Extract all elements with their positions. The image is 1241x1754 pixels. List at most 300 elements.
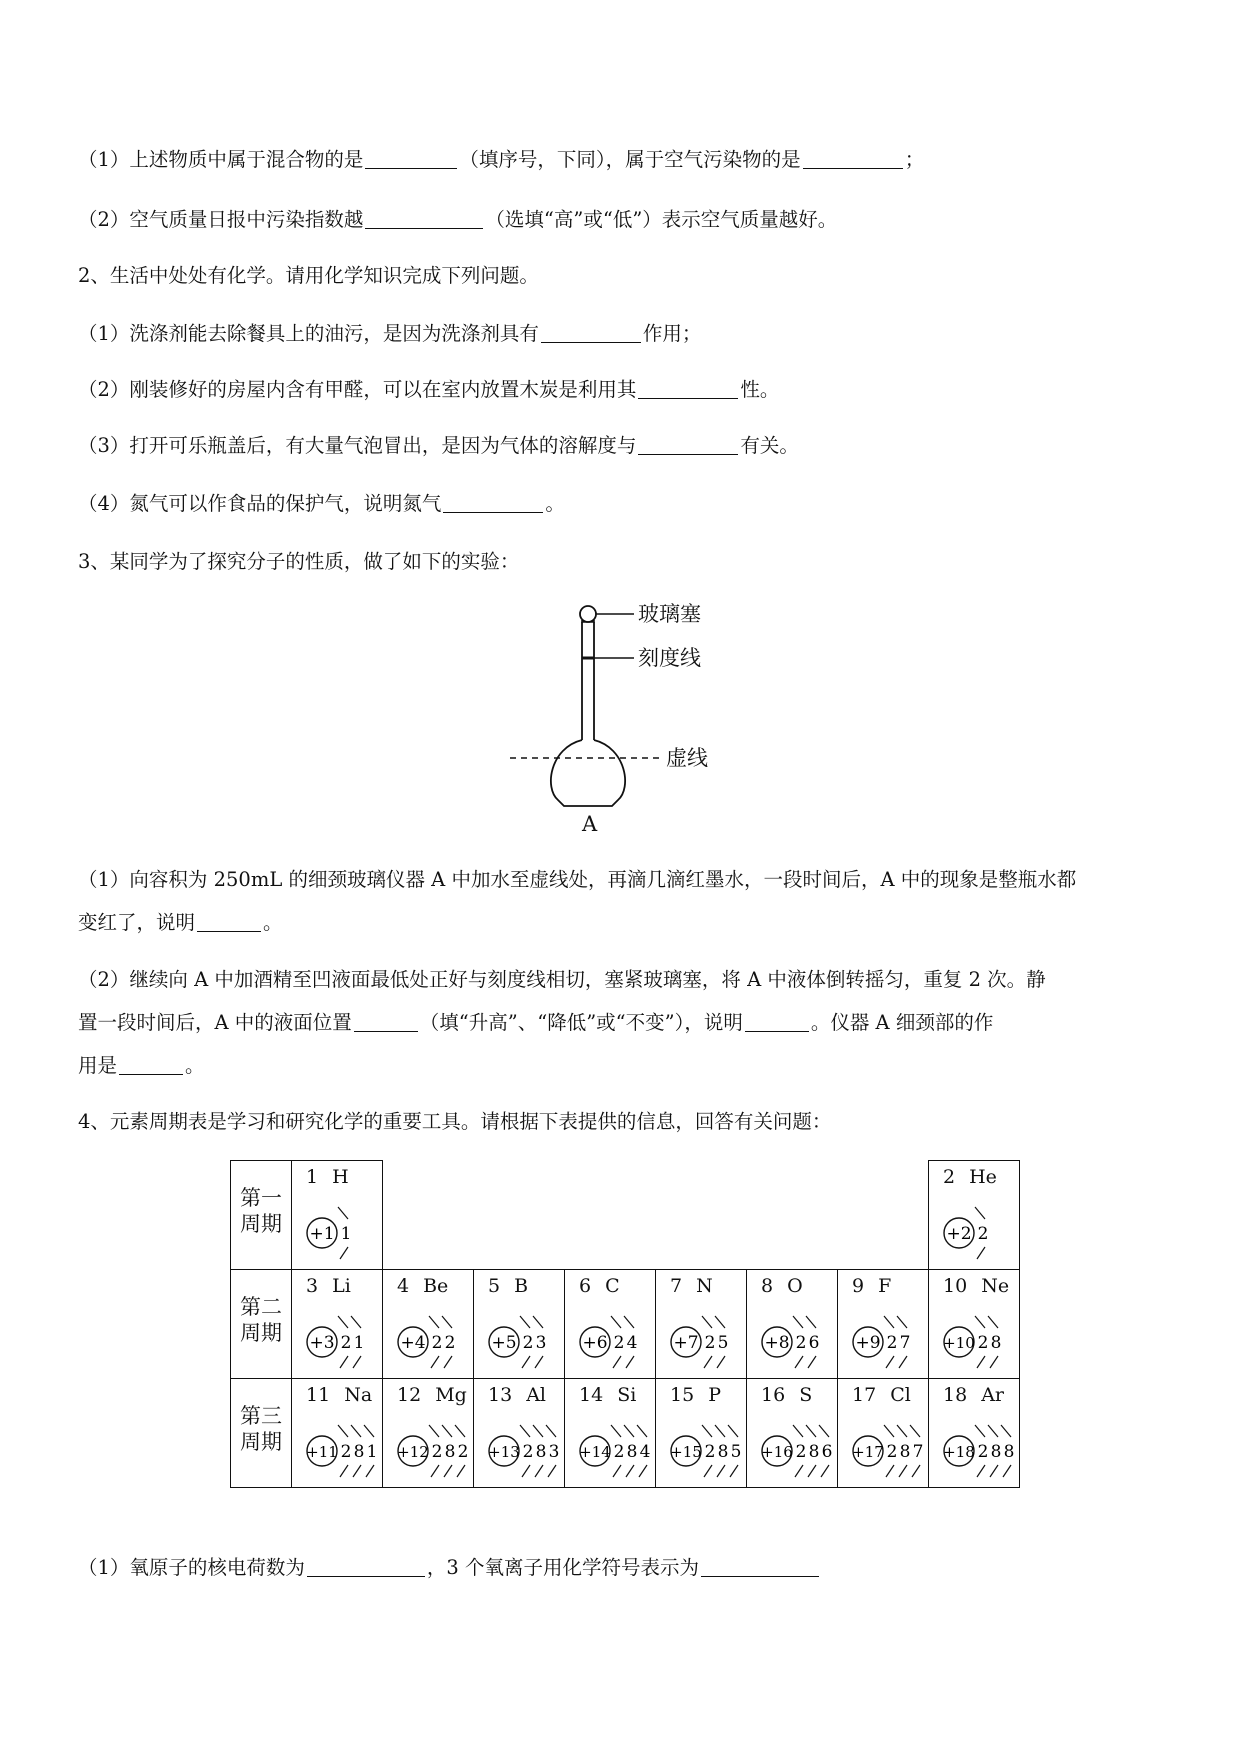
nucleus-charge: +16 (761, 1443, 793, 1461)
q1-sub1-line (78, 148, 924, 172)
electron-shell-arc (351, 1425, 361, 1437)
flask-caption: A (582, 812, 598, 836)
q2-sub3-blank[interactable] (638, 436, 738, 455)
electron-shell-arc (353, 1356, 361, 1368)
electron-shell-arc (520, 1425, 530, 1437)
atom-structure-diagram (658, 1407, 744, 1481)
electron-shell-arc (988, 1425, 998, 1437)
electron-shell-arc (899, 1465, 907, 1477)
shell-electron-count: 2 (977, 1224, 989, 1244)
element-header (761, 1384, 812, 1406)
q3-sub1-line2-suffix: 。 (263, 911, 283, 934)
atom-structure-diagram (567, 1298, 653, 1372)
shell-electron-count: 4 (626, 1333, 638, 1353)
atom-structure-diagram (476, 1298, 562, 1372)
atom-structure-diagram (840, 1298, 926, 1372)
electron-shell-arc (897, 1316, 907, 1328)
nucleus-charge: +1 (309, 1224, 335, 1244)
element-header (488, 1275, 528, 1297)
electron-shell-arc (990, 1356, 998, 1368)
nucleus-charge: +10 (943, 1334, 975, 1352)
shell-electron-count: 8 (353, 1442, 365, 1462)
atom-structure-diagram (749, 1298, 835, 1372)
q1-sub1-middle: （填序号，下同），属于空气污染物的是 (459, 148, 801, 171)
electron-shell-arc (535, 1356, 543, 1368)
element-cell (929, 1379, 1020, 1488)
element-symbol: C (605, 1275, 620, 1297)
electron-shell-arc (522, 1356, 530, 1368)
electron-shell-arc (340, 1247, 348, 1259)
electron-shell-arc (351, 1316, 361, 1328)
shell-electron-count: 8 (808, 1442, 820, 1462)
period-label-line2: 周期 (240, 1430, 282, 1454)
electron-shell-arc (626, 1465, 634, 1477)
electron-shell-arc (522, 1465, 530, 1477)
atomic-number: 18 (943, 1384, 968, 1406)
atomic-number: 11 (306, 1384, 331, 1406)
electron-shell-arc (819, 1425, 829, 1437)
q1-sub1-blank-1[interactable] (365, 150, 457, 169)
q2-sub3-suffix: 有关。 (740, 434, 799, 457)
period-label-line1: 第一 (240, 1186, 282, 1210)
electron-shell-arc (444, 1356, 452, 1368)
atomic-number: 6 (579, 1275, 592, 1297)
q3-sub2-line3 (78, 1054, 205, 1078)
shell-electron-count: 2 (977, 1442, 989, 1462)
electron-shell-arc (730, 1465, 738, 1477)
element-header (943, 1384, 1004, 1406)
element-symbol: Be (423, 1275, 449, 1297)
atomic-number: 16 (761, 1384, 786, 1406)
electron-shell-arc (546, 1425, 556, 1437)
q3-sub2-line2-suffix: 。仪器 A 细颈部的作 (810, 1011, 994, 1034)
flask-label-stopper: 玻璃塞 (638, 602, 701, 626)
atom-structure-diagram (931, 1189, 1017, 1263)
nucleus-charge: +3 (309, 1333, 335, 1353)
electron-shell-arc (808, 1465, 816, 1477)
electron-shell-arc (795, 1465, 803, 1477)
atomic-number: 7 (670, 1275, 683, 1297)
electron-shell-arc (704, 1465, 712, 1477)
q4-sub1-blank-1[interactable] (307, 1558, 425, 1577)
q3-sub2-line3-prefix: 用是 (78, 1054, 118, 1077)
q3-sub1-line1: （1）向容积为 250mL 的细颈玻璃仪器 A 中加水至虚线处，再滴几滴红墨水，一段时间后，A 中的现象是整瓶水都 (78, 868, 1077, 891)
atomic-number: 15 (670, 1384, 695, 1406)
electron-shell-arc (702, 1316, 712, 1328)
electron-shell-arc (808, 1356, 816, 1368)
atomic-number: 12 (397, 1384, 422, 1406)
shell-electron-count: 2 (444, 1333, 456, 1353)
element-cell (565, 1270, 656, 1379)
q2-sub2-blank[interactable] (638, 380, 738, 399)
element-cell (747, 1379, 838, 1488)
shell-electron-count: 8 (1003, 1442, 1015, 1462)
electron-shell-arc (535, 1465, 543, 1477)
atomic-number: 13 (488, 1384, 513, 1406)
electron-shell-arc (975, 1316, 985, 1328)
electron-shell-arc (793, 1425, 803, 1437)
electron-shell-arc (624, 1425, 634, 1437)
element-symbol: O (787, 1275, 803, 1297)
electron-shell-arc (990, 1465, 998, 1477)
period-label-line2: 周期 (240, 1212, 282, 1236)
q3-sub2-line2-prefix: 置一段时间后，A 中的液面位置 (78, 1011, 352, 1034)
electron-shell-arc (457, 1465, 465, 1477)
element-cell (292, 1270, 383, 1379)
atom-structure-diagram (567, 1407, 653, 1481)
electron-shell-arc (626, 1356, 634, 1368)
element-header (306, 1275, 351, 1297)
q3-sub2-line3-suffix: 。 (185, 1054, 205, 1077)
table-gap (383, 1161, 929, 1270)
element-symbol: N (696, 1275, 713, 1297)
q3-sub2-blank-3[interactable] (119, 1056, 183, 1075)
element-symbol: Ne (981, 1275, 1010, 1297)
electron-shell-arc (977, 1247, 985, 1259)
electron-shell-arc (639, 1465, 647, 1477)
element-symbol: He (969, 1166, 997, 1188)
q3-title: 3、某同学为了探究分子的性质，做了如下的实验： (78, 550, 520, 573)
q2-sub1-prefix: （1）洗涤剂能去除餐具上的油污，是因为洗涤剂具有 (78, 322, 539, 345)
shell-electron-count: 2 (795, 1333, 807, 1353)
atomic-number: 2 (943, 1166, 956, 1188)
element-header (943, 1166, 997, 1188)
electron-shell-arc (884, 1316, 894, 1328)
shell-electron-count: 8 (535, 1442, 547, 1462)
electron-shell-arc (338, 1425, 348, 1437)
shell-electron-count: 8 (899, 1442, 911, 1462)
element-cell (383, 1270, 474, 1379)
q2-sub3-line (78, 434, 799, 458)
element-symbol: Ar (981, 1384, 1004, 1406)
electron-shell-arc (1003, 1465, 1011, 1477)
electron-shell-arc (886, 1356, 894, 1368)
q2-sub2-line (78, 378, 779, 402)
element-symbol: Cl (890, 1384, 911, 1406)
atom-structure-diagram (294, 1298, 380, 1372)
period-row (231, 1379, 1020, 1488)
element-cell (292, 1379, 383, 1488)
element-cell (565, 1379, 656, 1488)
electron-shell-arc (340, 1465, 348, 1477)
flask-label-dash: 虚线 (666, 746, 708, 770)
element-header (943, 1275, 1009, 1297)
atom-structure-diagram (385, 1407, 471, 1481)
shell-electron-count: 5 (717, 1333, 729, 1353)
element-header (579, 1384, 636, 1406)
q2-sub2-suffix: 性。 (740, 378, 780, 401)
element-symbol: Na (344, 1384, 373, 1406)
atom-structure-diagram (749, 1407, 835, 1481)
electron-shell-arc (715, 1316, 725, 1328)
q1-sub2-line (78, 208, 837, 232)
shell-electron-count: 5 (730, 1442, 742, 1462)
shell-electron-count: 1 (340, 1224, 352, 1244)
q4-sub1-middle: ，3 个氧离子用化学符号表示为 (426, 1556, 700, 1579)
element-symbol: B (514, 1275, 529, 1297)
q2-sub4-blank[interactable] (443, 494, 543, 513)
electron-shell-arc (340, 1356, 348, 1368)
element-cell (474, 1379, 565, 1488)
electron-shell-arc (429, 1316, 439, 1328)
electron-shell-arc (897, 1425, 907, 1437)
electron-shell-arc (977, 1356, 985, 1368)
electron-shell-arc (613, 1356, 621, 1368)
nucleus-charge: +5 (491, 1333, 517, 1353)
nucleus-charge: +4 (400, 1333, 426, 1353)
shell-electron-count: 8 (444, 1442, 456, 1462)
nucleus-charge: +18 (943, 1443, 975, 1461)
element-cell (838, 1379, 929, 1488)
electron-shell-arc (988, 1316, 998, 1328)
shell-electron-count: 2 (431, 1333, 443, 1353)
q2-sub1-blank[interactable] (541, 324, 641, 343)
atom-structure-diagram (385, 1298, 471, 1372)
element-header (397, 1384, 467, 1406)
nucleus-charge: +8 (764, 1333, 790, 1353)
q1-sub2-prefix: （2）空气质量日报中污染指数越 (78, 208, 364, 231)
volumetric-flask-figure (510, 598, 740, 838)
q2-sub2-prefix: （2）刚装修好的房屋内含有甲醛，可以在室内放置木炭是利用其 (78, 378, 637, 401)
element-symbol: P (708, 1384, 721, 1406)
electron-shell-arc (886, 1465, 894, 1477)
q1-sub1-suffix: ； (904, 148, 925, 171)
atomic-number: 14 (579, 1384, 604, 1406)
atomic-number: 8 (761, 1275, 774, 1297)
q2-sub3-prefix: （3）打开可乐瓶盖后，有大量气泡冒出，是因为气体的溶解度与 (78, 434, 637, 457)
element-header (670, 1275, 713, 1297)
atom-structure-diagram (476, 1407, 562, 1481)
element-header (852, 1275, 891, 1297)
electron-shell-arc (611, 1316, 621, 1328)
element-cell (929, 1161, 1020, 1270)
atomic-number: 4 (397, 1275, 410, 1297)
nucleus-charge: +15 (670, 1443, 702, 1461)
nucleus-charge: +7 (673, 1333, 699, 1353)
element-header (488, 1384, 546, 1406)
shell-electron-count: 2 (704, 1442, 716, 1462)
shell-electron-count: 2 (522, 1442, 534, 1462)
shell-electron-count: 2 (886, 1442, 898, 1462)
period-label (231, 1161, 292, 1270)
electron-shell-arc (975, 1207, 985, 1219)
atomic-number: 17 (852, 1384, 877, 1406)
atomic-number: 10 (943, 1275, 968, 1297)
period-label-line2: 周期 (240, 1321, 282, 1345)
nucleus-charge: +9 (855, 1333, 881, 1353)
periodic-table (230, 1160, 1020, 1488)
atom-structure-diagram (931, 1298, 1017, 1372)
electron-shell-arc (806, 1316, 816, 1328)
q2-sub4-line (78, 492, 565, 516)
electron-shell-arc (338, 1316, 348, 1328)
electron-shell-arc (728, 1425, 738, 1437)
electron-shell-arc (624, 1316, 634, 1328)
electron-shell-arc (429, 1425, 439, 1437)
volumetric-flask-icon (510, 598, 740, 838)
period-label-line1: 第三 (240, 1404, 282, 1428)
shell-electron-count: 3 (548, 1442, 560, 1462)
shell-electron-count: 1 (353, 1333, 365, 1353)
q2-sub4-suffix: 。 (545, 492, 565, 515)
q1-sub1-prefix: （1）上述物质中属于混合物的是 (78, 148, 364, 171)
electron-shell-arc (353, 1465, 361, 1477)
electron-shell-arc (520, 1316, 530, 1328)
q1-sub2-blank[interactable] (365, 210, 483, 229)
element-symbol: Mg (435, 1384, 467, 1406)
atomic-number: 5 (488, 1275, 501, 1297)
shell-electron-count: 2 (340, 1442, 352, 1462)
nucleus-charge: +12 (397, 1443, 429, 1461)
element-cell (474, 1270, 565, 1379)
q4-sub1-blank-2[interactable] (701, 1558, 819, 1577)
shell-electron-count: 6 (808, 1333, 820, 1353)
shell-electron-count: 8 (717, 1442, 729, 1462)
element-header (306, 1384, 372, 1406)
shell-electron-count: 7 (899, 1333, 911, 1353)
nucleus-charge: +14 (579, 1443, 611, 1461)
shell-electron-count: 7 (912, 1442, 924, 1462)
shell-electron-count: 2 (340, 1333, 352, 1353)
element-header (761, 1275, 803, 1297)
shell-electron-count: 2 (886, 1333, 898, 1353)
shell-electron-count: 8 (626, 1442, 638, 1462)
shell-electron-count: 8 (990, 1442, 1002, 1462)
electron-shell-arc (793, 1316, 803, 1328)
shell-electron-count: 2 (704, 1333, 716, 1353)
shell-electron-count: 2 (977, 1333, 989, 1353)
q3-sub1-blank[interactable] (197, 913, 261, 932)
shell-electron-count: 2 (457, 1442, 469, 1462)
shell-electron-count: 2 (795, 1442, 807, 1462)
shell-electron-count: 2 (522, 1333, 534, 1353)
electron-shell-arc (431, 1356, 439, 1368)
element-cell (747, 1270, 838, 1379)
element-cell (292, 1161, 383, 1270)
element-symbol: Si (617, 1384, 637, 1406)
electron-shell-arc (442, 1425, 452, 1437)
period-label (231, 1379, 292, 1488)
electron-shell-arc (806, 1425, 816, 1437)
q3-sub2-blank-2[interactable] (745, 1013, 809, 1032)
element-symbol: F (878, 1275, 892, 1297)
electron-shell-arc (899, 1356, 907, 1368)
q2-sub1-suffix: 作用； (642, 322, 702, 345)
atom-structure-diagram (294, 1407, 380, 1481)
q3-sub2-line1: （2）继续向 A 中加酒精至凹液面最低处正好与刻度线相切，塞紧玻璃塞，将 A 中液体倒转摇匀，重复 2 次。静 (78, 968, 1046, 991)
atom-structure-diagram (840, 1407, 926, 1481)
nucleus-charge: +2 (946, 1224, 972, 1244)
element-cell (929, 1270, 1020, 1379)
q2-sub1-line (78, 322, 701, 346)
element-header (397, 1275, 448, 1297)
element-cell (656, 1270, 747, 1379)
atomic-number: 1 (306, 1166, 319, 1188)
nucleus-charge: +6 (582, 1333, 608, 1353)
electron-shell-arc (715, 1425, 725, 1437)
electron-shell-arc (975, 1425, 985, 1437)
q1-sub1-blank-2[interactable] (803, 150, 903, 169)
electron-shell-arc (717, 1356, 725, 1368)
shell-electron-count: 2 (613, 1333, 625, 1353)
shell-electron-count: 2 (431, 1442, 443, 1462)
electron-shell-arc (338, 1207, 348, 1219)
q3-sub1-line2 (78, 911, 283, 935)
atomic-number: 9 (852, 1275, 865, 1297)
element-symbol: Li (332, 1275, 351, 1297)
electron-shell-arc (1001, 1425, 1011, 1437)
electron-shell-arc (611, 1425, 621, 1437)
q3-sub2-blank-1[interactable] (354, 1013, 418, 1032)
q3-sub1-line2-prefix: 变红了，说明 (78, 911, 196, 934)
shell-electron-count: 1 (366, 1442, 378, 1462)
shell-electron-count: 6 (821, 1442, 833, 1462)
nucleus-charge: +17 (852, 1443, 884, 1461)
nucleus-charge: +13 (488, 1443, 520, 1461)
flask-label-mark: 刻度线 (638, 646, 701, 670)
electron-shell-arc (548, 1465, 556, 1477)
electron-shell-arc (431, 1465, 439, 1477)
shell-electron-count: 2 (613, 1442, 625, 1462)
atomic-number: 3 (306, 1275, 319, 1297)
electron-shell-arc (455, 1425, 465, 1437)
electron-shell-arc (910, 1425, 920, 1437)
period-label-line1: 第二 (240, 1295, 282, 1319)
nucleus-charge: +11 (306, 1443, 338, 1461)
electron-shell-arc (977, 1465, 985, 1477)
element-header (579, 1275, 620, 1297)
atom-structure-diagram (294, 1189, 380, 1263)
electron-shell-arc (533, 1316, 543, 1328)
electron-shell-arc (637, 1425, 647, 1437)
q4-title: 4、元素周期表是学习和研究化学的重要工具。请根据下表提供的信息，回答有关问题： (78, 1110, 832, 1133)
electron-shell-arc (704, 1356, 712, 1368)
period-label (231, 1270, 292, 1379)
electron-shell-arc (366, 1465, 374, 1477)
element-header (670, 1384, 721, 1406)
electron-shell-arc (702, 1425, 712, 1437)
q1-sub2-suffix: （选填“高”或“低”）表示空气质量越好。 (485, 208, 838, 231)
element-symbol: H (332, 1166, 349, 1188)
atom-structure-diagram (658, 1298, 744, 1372)
electron-shell-arc (442, 1316, 452, 1328)
q3-sub2-line2 (78, 1011, 993, 1035)
q2-sub4-prefix: （4）氮气可以作食品的保护气，说明氮气 (78, 492, 442, 515)
q4-sub1-prefix: （1）氧原子的核电荷数为 (78, 1556, 305, 1579)
element-cell (383, 1379, 474, 1488)
electron-shell-arc (795, 1356, 803, 1368)
q4-sub1-line (78, 1556, 821, 1580)
electron-shell-arc (613, 1465, 621, 1477)
electron-shell-arc (912, 1465, 920, 1477)
atom-structure-diagram (931, 1407, 1017, 1481)
element-symbol: S (799, 1384, 813, 1406)
element-header (306, 1166, 349, 1188)
electron-shell-arc (884, 1425, 894, 1437)
electron-shell-arc (444, 1465, 452, 1477)
shell-electron-count: 8 (990, 1333, 1002, 1353)
shell-electron-count: 3 (535, 1333, 547, 1353)
element-symbol: Al (526, 1384, 546, 1406)
electron-shell-arc (717, 1465, 725, 1477)
period-row (231, 1161, 1020, 1270)
period-row (231, 1270, 1020, 1379)
q2-title: 2、生活中处处有化学。请用化学知识完成下列问题。 (78, 264, 539, 287)
electron-shell-arc (533, 1425, 543, 1437)
element-header (852, 1384, 911, 1406)
shell-electron-count: 4 (639, 1442, 651, 1462)
electron-shell-arc (364, 1425, 374, 1437)
